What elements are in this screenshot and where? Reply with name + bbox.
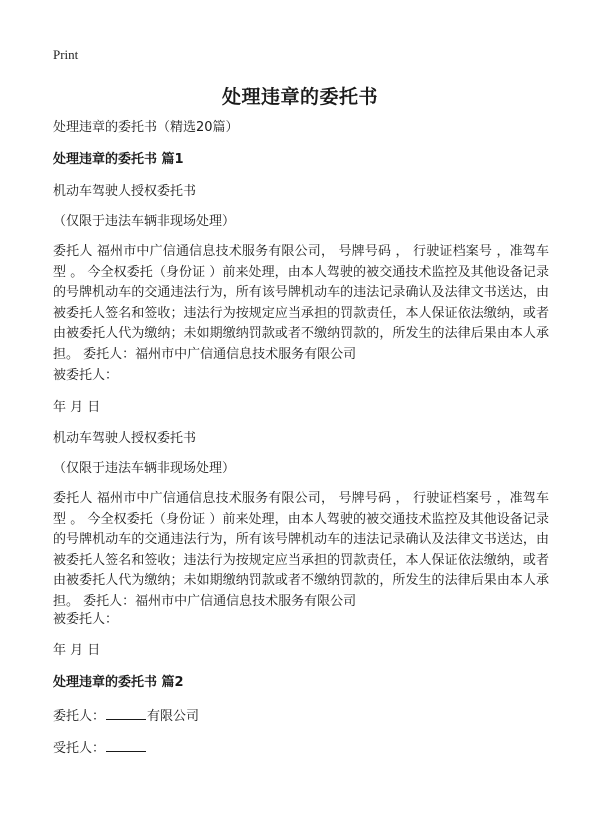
agent-line: [53, 737, 147, 759]
principal-suffix: 有限公司: [147, 709, 200, 724]
form-title: 机动车驾驶人授权委托书: [53, 184, 197, 199]
print-link[interactable]: Print: [53, 47, 79, 62]
section-2-heading: 处理违章的委托书 篇2: [53, 675, 184, 690]
principal-blank: [106, 705, 146, 720]
agent-blank: [106, 737, 146, 752]
document-title: 处理违章的委托书: [221, 86, 378, 108]
form-scope: （仅限于违法车辆非现场处理）: [53, 461, 236, 476]
principal-label: 委托人：: [53, 709, 106, 724]
date-label: 年 月 日: [53, 400, 101, 415]
agent-label: 受托人：: [53, 741, 106, 756]
authorization-body: 委托人 福州市中广信通信息技术服务有限公司， 号牌号码 ， 行驶证档案号 ，准驾车型 。 今全权委托（身份证 ）前来处理，由本人驾驶的被交通技术监控及其他设备记录的号牌机动车的交通违法行为，所有该号牌机动车的违法记录确认及法律文书送达，由被委托人签名和签收；违法行为按规定应当承担的罚款责任，本人保证依法缴纳，或者由被委托人代为缴纳；未如期缴纳罚款或者不缴纳罚款的，所发生的法律后果由本人承担。 委托人：福州市中广信通信息技术服务有限公司: [53, 244, 549, 362]
section-1-heading: 处理违章的委托书 篇1: [53, 152, 184, 167]
date-label: 年 月 日: [53, 643, 101, 658]
trustee-label: 被委托人：: [53, 368, 119, 383]
principal-line: [53, 705, 199, 727]
document-subtitle: 处理违章的委托书（精选20篇）: [53, 120, 239, 135]
trustee-label: 被委托人：: [53, 612, 119, 627]
form-scope: （仅限于违法车辆非现场处理）: [53, 214, 236, 229]
form-title: 机动车驾驶人授权委托书: [53, 431, 197, 446]
authorization-body: 委托人 福州市中广信通信息技术服务有限公司， 号牌号码 ， 行驶证档案号 ，准驾车型 。 今全权委托（身份证 ）前来处理，由本人驾驶的被交通技术监控及其他设备记录的号牌机动车的交通违法行为，所有该号牌机动车的违法记录确认及法律文书送达，由被委托人签名和签收；违法行为按规定应当承担的罚款责任，本人保证依法缴纳，或者由被委托人代为缴纳；未如期缴纳罚款或者不缴纳罚款的，所发生的法律后果由本人承担。 委托人：福州市中广信通信息技术服务有限公司: [53, 491, 549, 609]
